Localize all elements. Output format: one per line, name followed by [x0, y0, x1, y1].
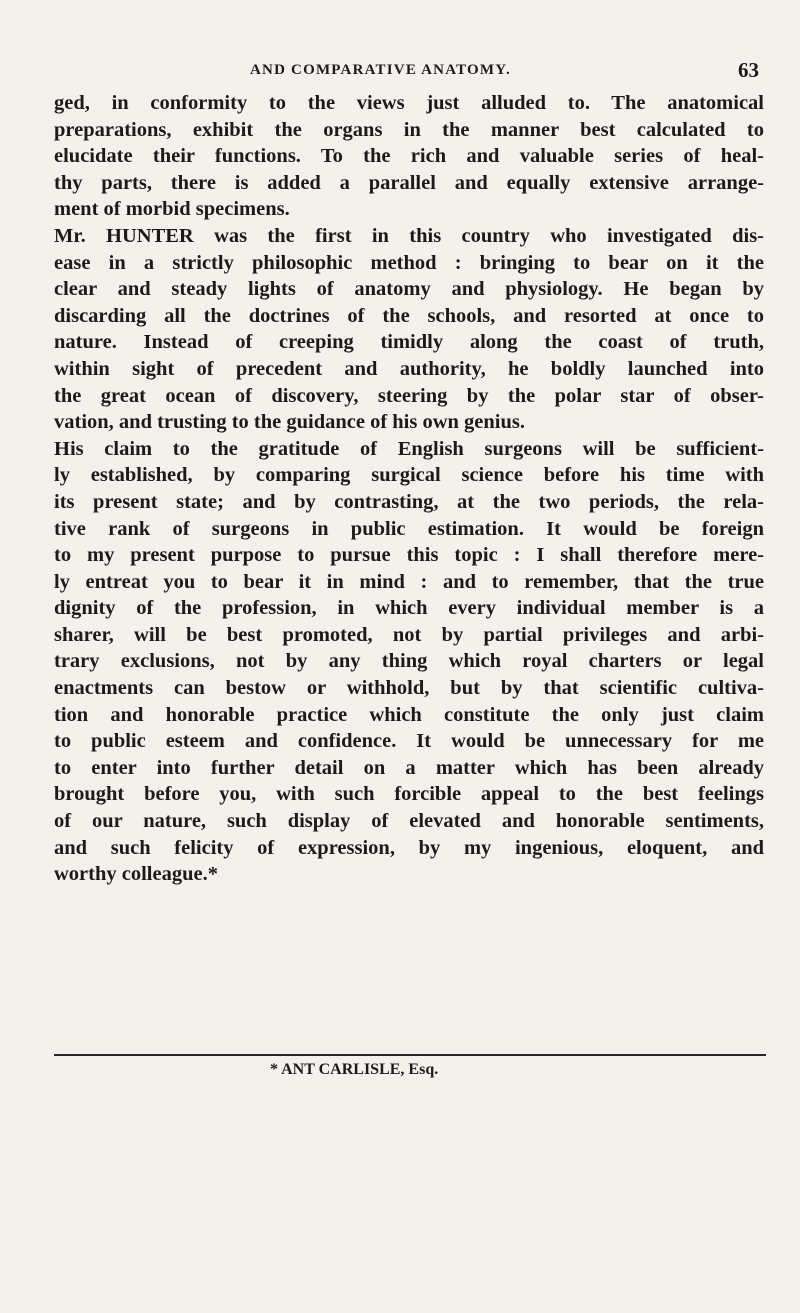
text-line: ged, in conformity to the views just alluded to. The anatomical	[54, 92, 764, 114]
text-line: vation, and trusting to the guidance of his own genius.	[54, 411, 526, 434]
text-line: thy parts, there is added a parallel and equally extensive arrange-	[54, 171, 764, 194]
footnote: * ANT CARLISLE, Esq.	[270, 1061, 439, 1078]
text-line: preparations, exhibit the organs in the manner best calculated to	[54, 118, 764, 141]
text-line: sharer, will be best promoted, not by partial privileges and arbi-	[54, 623, 764, 646]
text-line: Mr. HUNTER was the first in this country who investigated dis-	[54, 224, 764, 247]
text-line: clear and steady lights of anatomy and physiology. He began by	[54, 278, 764, 301]
text-line: ease in a strictly philosophic method : bringing to bear on it the	[54, 251, 764, 274]
text-line: ment of morbid specimens.	[54, 198, 290, 221]
text-line: of our nature, such display of elevated and honorable sentiments,	[54, 810, 764, 833]
text-line: discarding all the doctrines of the schools, and resorted at once to	[54, 304, 764, 327]
body-text	[54, 90, 764, 888]
running-head	[0, 58, 800, 88]
running-head-title: AND COMPARATIVE ANATOMY.	[250, 62, 511, 78]
text-line: within sight of precedent and authority, he boldly launched into	[54, 357, 764, 380]
text-line: worthy colleague.*	[54, 863, 218, 886]
text-line: to public esteem and confidence. It would be unnecessary for me	[54, 730, 764, 753]
text-line: ly entreat you to bear it in mind : and to remember, that the true	[54, 570, 764, 593]
text-line: to my present purpose to pursue this topic : I shall therefore mere-	[54, 544, 764, 567]
text-line: to enter into further detail on a matter which has been already	[54, 756, 764, 779]
text-line: its present state; and by contrasting, at the two periods, the rela-	[54, 490, 764, 513]
page-number: 63	[738, 58, 759, 82]
text-line: ly established, by comparing surgical science before his time with	[54, 464, 764, 487]
text-line: tive rank of surgeons in public estimation. It would be foreign	[54, 517, 764, 540]
text-line: elucidate their functions. To the rich and valuable series of heal-	[54, 145, 764, 168]
text-line: tion and honorable practice which constitute the only just claim	[54, 703, 764, 726]
text-line: and such felicity of expression, by my ingenious, eloquent, and	[54, 836, 764, 859]
text-line: the great ocean of discovery, steering by the polar star of obser-	[54, 384, 764, 407]
text-line: nature. Instead of creeping timidly along the coast of truth,	[54, 331, 764, 354]
text-line: trary exclusions, not by any thing which royal charters or legal	[54, 650, 764, 673]
text-line: brought before you, with such forcible appeal to the best feelings	[54, 783, 764, 806]
footnote-divider	[54, 1054, 766, 1056]
text-line: His claim to the gratitude of English surgeons will be sufficient-	[54, 437, 764, 460]
text-line: enactments can bestow or withhold, but by that scientific cultiva-	[54, 677, 764, 700]
text-line: dignity of the profession, in which every individual member is a	[54, 597, 764, 620]
